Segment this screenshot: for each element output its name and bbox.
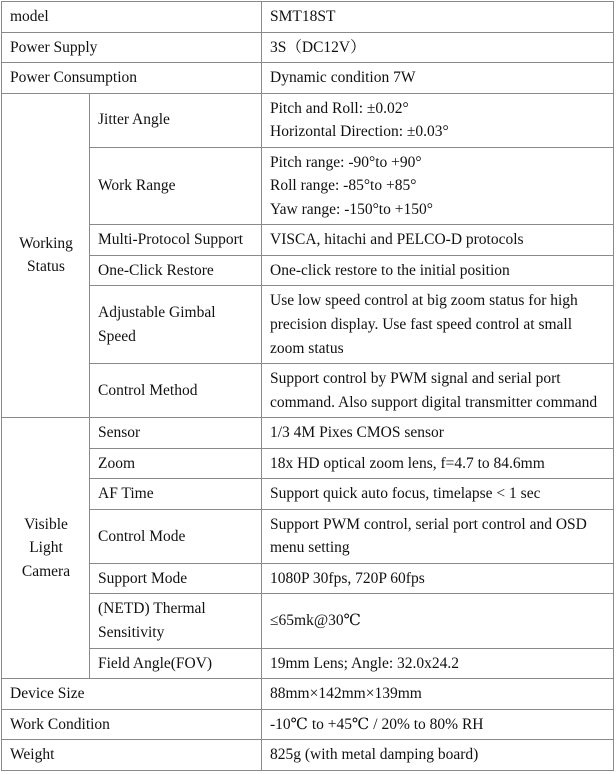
row-value-work-range [262,147,614,225]
table-row [2,709,614,740]
row-label-netd-thermal-sensitivity: (NETD) Thermal Sensitivity [90,594,262,648]
row-value-device-size: 88mm×142mm×139mm [262,679,614,710]
table-row [2,648,614,679]
row-value-sensor: 1/3 4M Pixes CMOS sensor [262,418,614,449]
row-label-jitter-angle: Jitter Angle [90,93,262,147]
row-value-netd-thermal-sensitivity: ≤65mk@30℃ [262,594,614,648]
row-value-field-angle-fov: 19mm Lens; Angle: 32.0x24.2 [262,648,614,679]
row-value-weight: 825g (with metal damping board) [262,740,614,771]
table-row [2,418,614,449]
row-value-control-method: Support control by PWM signal and serial port command. Also support digital transmitter command [262,364,614,418]
table-row [2,679,614,710]
row-label-one-click-restore: One-Click Restore [90,255,262,286]
table-row [2,286,614,364]
row-value-af-time: Support quick auto focus, timelapse < 1 sec [262,479,614,510]
row-label-work-condition: Work Condition [2,709,262,740]
row-label-power-supply: Power Supply [2,32,262,63]
row-label-adjustable-gimbal-speed: Adjustable Gimbal Speed [90,286,262,364]
row-label-zoom: Zoom [90,448,262,479]
group-label-visible-light-camera: Visible Light Camera [2,418,90,679]
row-label-device-size: Device Size [2,679,262,710]
row-label-power-consumption: Power Consumption [2,63,262,94]
row-value-model: SMT18ST [262,2,614,33]
row-label-weight: Weight [2,740,262,771]
row-value-multi-protocol-support: VISCA, hitachi and PELCO-D protocols [262,225,614,256]
row-label-work-range: Work Range [90,147,262,225]
table-row [2,448,614,479]
row-label-multi-protocol-support: Multi-Protocol Support [90,225,262,256]
group-label-working-status: Working Status [2,93,90,418]
row-label-field-angle-fov: Field Angle(FOV) [90,648,262,679]
row-value-zoom: 18x HD optical zoom lens, f=4.7 to 84.6mm [262,448,614,479]
row-value-jitter-angle [262,93,614,147]
value-line: Pitch range: -90°to +90° [270,153,422,171]
row-label-support-mode: Support Mode [90,563,262,594]
value-line: Roll range: -85°to +85° [270,177,417,195]
table-row [2,563,614,594]
table-row [2,479,614,510]
row-value-adjustable-gimbal-speed: Use low speed control at big zoom status for high precision display. Use fast speed control at small zoom status [262,286,614,364]
table-row [2,509,614,563]
row-value-power-supply: 3S（DC12V） [262,32,614,63]
table-row [2,32,614,63]
table-row [2,225,614,256]
table-row [2,147,614,225]
table-row [2,255,614,286]
row-value-power-consumption: Dynamic condition 7W [262,63,614,94]
row-label-sensor: Sensor [90,418,262,449]
table-row [2,93,614,147]
row-label-control-method: Control Method [90,364,262,418]
row-value-support-mode: 1080P 30fps, 720P 60fps [262,563,614,594]
row-label-control-mode: Control Mode [90,509,262,563]
value-line: Horizontal Direction: ±0.03° [270,123,449,141]
row-label-af-time: AF Time [90,479,262,510]
value-line: Pitch and Roll: ±0.02° [270,99,409,117]
specification-table [1,1,614,771]
row-value-control-mode: Support PWM control, serial port control and OSD menu setting [262,509,614,563]
row-value-one-click-restore: One-click restore to the initial position [262,255,614,286]
table-row [2,2,614,33]
table-row [2,740,614,771]
row-value-work-condition: -10℃ to +45℃ / 20% to 80% RH [262,709,614,740]
table-row [2,364,614,418]
table-row [2,63,614,94]
value-line: Yaw range: -150°to +150° [270,200,433,218]
row-label-model: model [2,2,262,33]
table-row [2,594,614,648]
